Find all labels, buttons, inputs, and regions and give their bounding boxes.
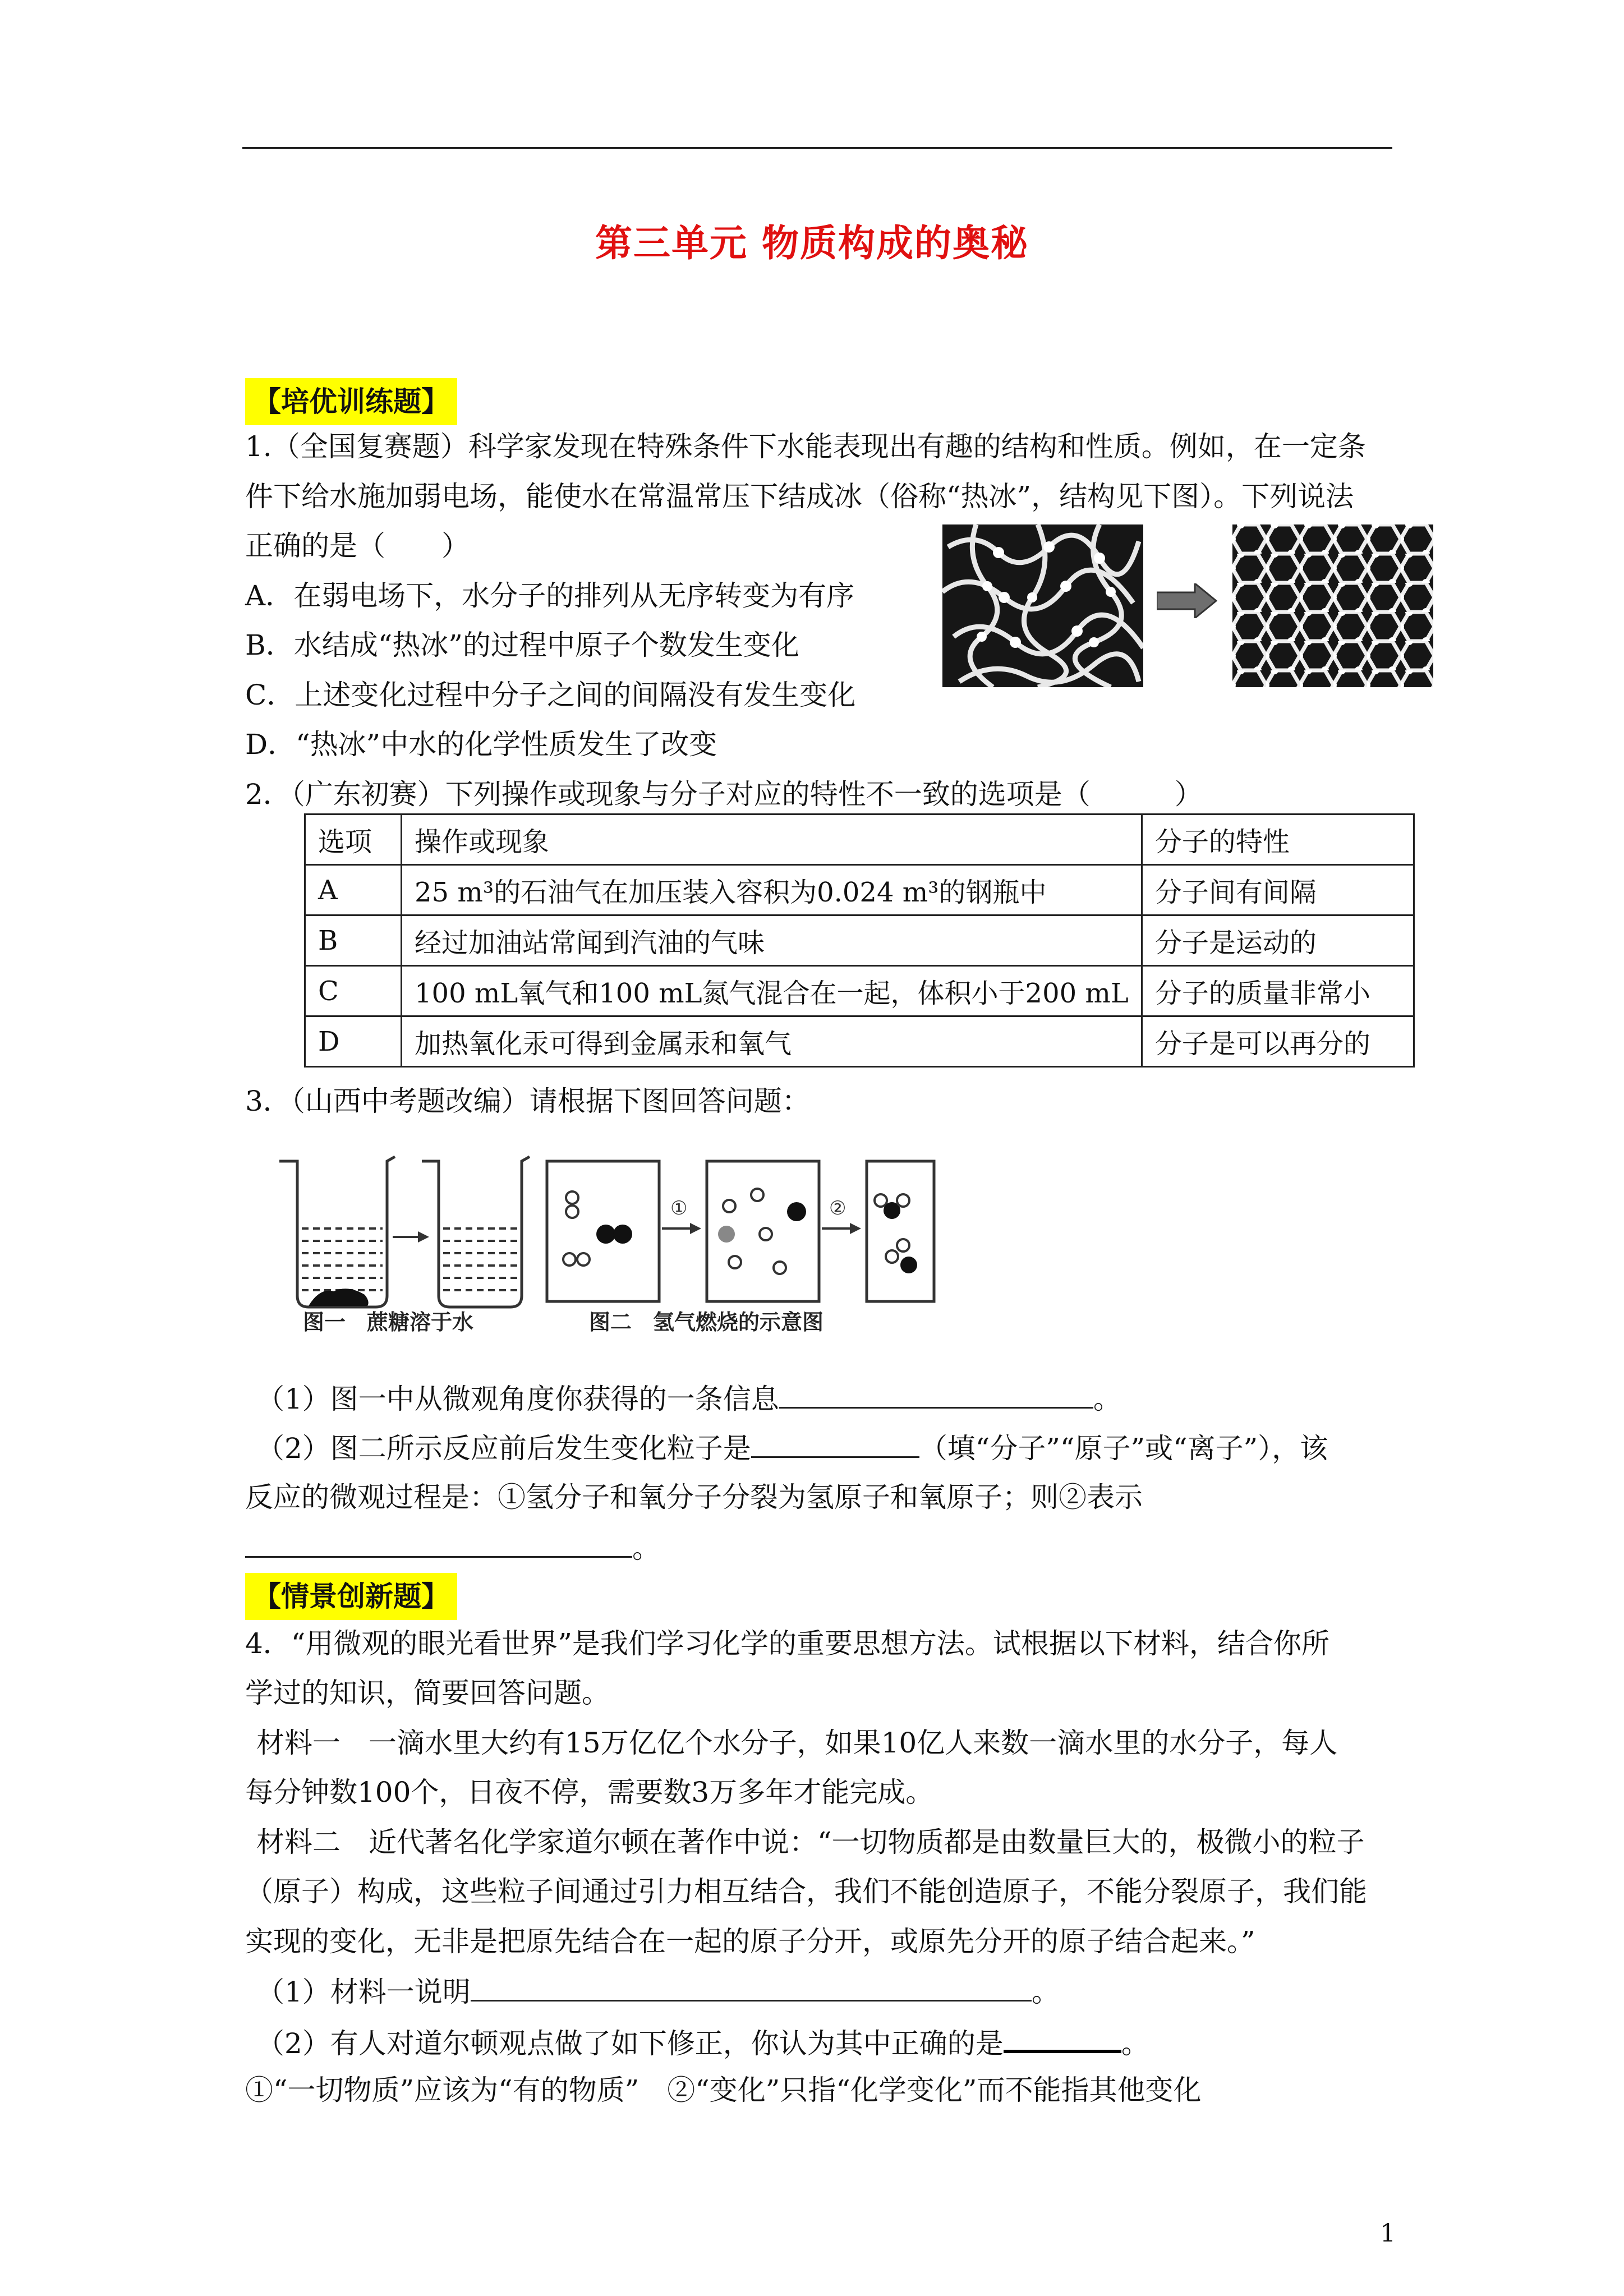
answer-blank[interactable] [471,1974,1032,2001]
table-cell: 经过加油站常闻到汽油的气味 [402,915,1142,966]
q4-line2: 学过的知识，简要回答问题。 [245,1677,610,1709]
q3-part1-text: （1）图一中从微观角度你获得的一条信息 [256,1383,779,1415]
q4-sub2-text: （2）有人对道尔顿观点做了如下修正，你认为其中正确的是 [256,2027,1004,2060]
figure-2-caption: 图二 氢气燃烧的示意图 [589,1310,824,1335]
water-structure-ordered-image [1232,524,1433,687]
transform-arrow-icon [1157,583,1217,618]
q4-sub2-end: 。 [1121,2027,1149,2060]
q3-part2-end: 。 [632,1532,660,1565]
page-number: 1 [1380,2219,1396,2248]
q3-part1-end: 。 [1093,1383,1121,1415]
q4-sub1-text: （1）材料一说明 [256,1976,471,2008]
q2-options-table [304,813,1415,1068]
q4-sub1-end: 。 [1031,1976,1060,2008]
q4-material2-line3: 实现的变化，无非是把原先结合在一起的原子分开，或原先分开的原子结合起来。” [245,1925,1255,1958]
q2-stem: 2．（广东初赛）下列操作或现象与分子对应的特性不一致的选项是（ ） [245,778,1203,811]
q4-material1-line2: 每分钟数100个，日夜不停，需要数3万多年才能完成。 [245,1776,934,1809]
q3-part1 [256,1381,1121,1416]
step-1-label: ① [670,1197,688,1220]
table-row [305,915,1414,966]
table-cell: 100 mL氧气和100 mL氮气混合在一起，体积小于200 mL [402,966,1142,1016]
q3-figure [275,1144,937,1335]
beaker-icon [422,1157,530,1307]
table-cell: A [305,865,402,915]
section-heading-training: 【培优训练题】 [245,378,457,425]
table-row [305,865,1414,915]
q4-line1: 4．“用微观的眼光看世界”是我们学习化学的重要思想方法。试根据以下材料，结合你所 [245,1627,1329,1660]
q3-part2-line2: 反应的微观过程是：①氢分子和氧分子分裂为氢原子和氧原子；则②表示 [245,1481,1143,1513]
table-header-cell: 操作或现象 [402,815,1142,865]
beaker-icon [279,1157,395,1307]
table-cell: C [305,966,402,1016]
table-cell: 分子间有间隔 [1142,865,1414,915]
table-cell: B [305,915,402,966]
q1-option-c: C．上述变化过程中分子之间的间隔没有发生变化 [245,679,856,711]
q1-option-a: A．在弱电场下，水分子的排列从无序转变为有序 [245,579,855,612]
table-header-cell: 选项 [305,815,402,865]
table-cell: 分子是可以再分的 [1142,1016,1414,1067]
q4-options: ①“一切物质”应该为“有的物质” ②“变化”只指“化学变化”而不能指其他变化 [245,2074,1202,2106]
figure-1-caption: 图一 蔗糖溶于水 [303,1310,474,1335]
q3-part2 [256,1430,1328,1465]
q3-part2-line3 [245,1530,660,1565]
table-cell: D [305,1016,402,1067]
answer-blank[interactable] [245,1530,632,1558]
table-header-cell: 分子的特性 [1142,815,1414,865]
q4-material2-line1: 材料二 近代著名化学家道尔顿在著作中说：“一切物质都是由数量巨大的，极微小的粒子 [256,1826,1365,1858]
q3-stem: 3．（山西中考题改编）请根据下图回答问题： [245,1085,810,1117]
q1-line1: 1.（全国复赛题）科学家发现在特殊条件下水能表现出有趣的结构和性质。例如，在一定条 [245,430,1366,463]
table-cell: 25 m³的石油气在加压装入容积为0.024 m³的钢瓶中 [402,865,1142,915]
step-2-label: ② [829,1197,846,1220]
header-rule [242,147,1392,149]
answer-blank[interactable] [779,1381,1093,1409]
q4-material1-line1: 材料一 一滴水里大约有15万亿亿个水分子，如果10亿人来数一滴水里的水分子，每人 [256,1727,1338,1759]
table-row [305,1016,1414,1067]
q3-part2-text-b: （填“分子”“原子”或“离子”），该 [919,1432,1328,1465]
table-cell: 分子的质量非常小 [1142,966,1414,1016]
q4-material2-line2: （原子）构成，这些粒子间通过引力相互结合，我们不能创造原子，不能分裂原子，我们能 [245,1875,1367,1908]
table-header-row [305,815,1414,865]
q1-line3: 正确的是（ ） [245,530,470,562]
q3-part2-text-a: （2）图二所示反应前后发生变化粒子是 [256,1432,751,1465]
section-heading-scenario: 【情景创新题】 [245,1573,457,1620]
table-cell: 分子是运动的 [1142,915,1414,966]
answer-blank[interactable] [751,1430,919,1458]
table-cell: 加热氧化汞可得到金属汞和氧气 [402,1016,1142,1067]
table-row [305,966,1414,1016]
water-structure-disordered-image [942,524,1143,687]
q1-option-d: D．“热冰”中水的化学性质发生了改变 [245,728,717,761]
q1-line2: 件下给水施加弱电场，能使水在常温常压下结成冰（俗称“热冰”，结构见下图）。下列说法 [245,480,1354,513]
q4-sub1 [256,1974,1060,2009]
page-title: 第三单元 物质构成的奥秘 [595,221,1029,265]
q1-option-b: B．水结成“热冰”的过程中原子个数发生变化 [245,629,799,661]
q4-sub2 [256,2024,1149,2060]
answer-blank[interactable] [1004,2024,1121,2053]
